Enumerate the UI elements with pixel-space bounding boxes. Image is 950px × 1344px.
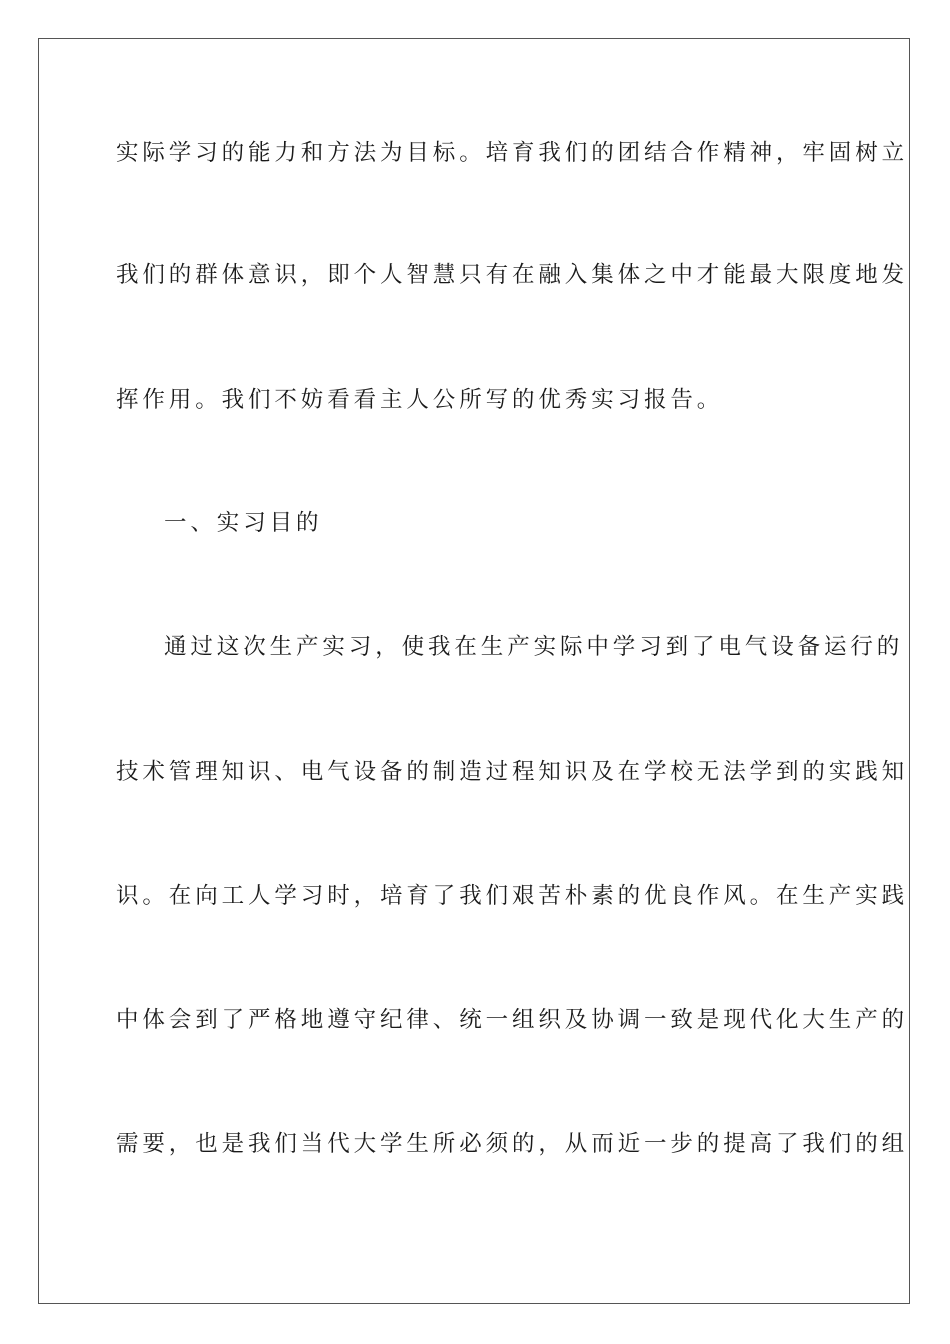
body-text-line-3: 挥作用。我们不妨看看主人公所写的优秀实习报告。 — [116, 387, 724, 413]
body-text-line-9: 需要，也是我们当代大学生所必须的，从而近一步的提高了我们的组 — [116, 1131, 909, 1157]
section-heading: 一、实习目的 — [164, 510, 323, 536]
body-text-line-8: 中体会到了严格地遵守纪律、统一组织及协调一致是现代化大生产的 — [116, 1007, 909, 1033]
body-text-line-2: 我们的群体意识，即个人智慧只有在融入集体之中才能最大限度地发 — [116, 262, 909, 288]
page-border — [38, 38, 910, 1304]
body-text-line-1: 实际学习的能力和方法为目标。培育我们的团结合作精神，牢固树立 — [116, 140, 909, 166]
body-text-line-7: 识。在向工人学习时，培育了我们艰苦朴素的优良作风。在生产实践 — [116, 883, 909, 909]
body-text-line-5: 通过这次生产实习，使我在生产实际中学习到了电气设备运行的 — [164, 634, 904, 660]
body-text-line-6: 技术管理知识、电气设备的制造过程知识及在学校无法学到的实践知 — [116, 759, 909, 785]
